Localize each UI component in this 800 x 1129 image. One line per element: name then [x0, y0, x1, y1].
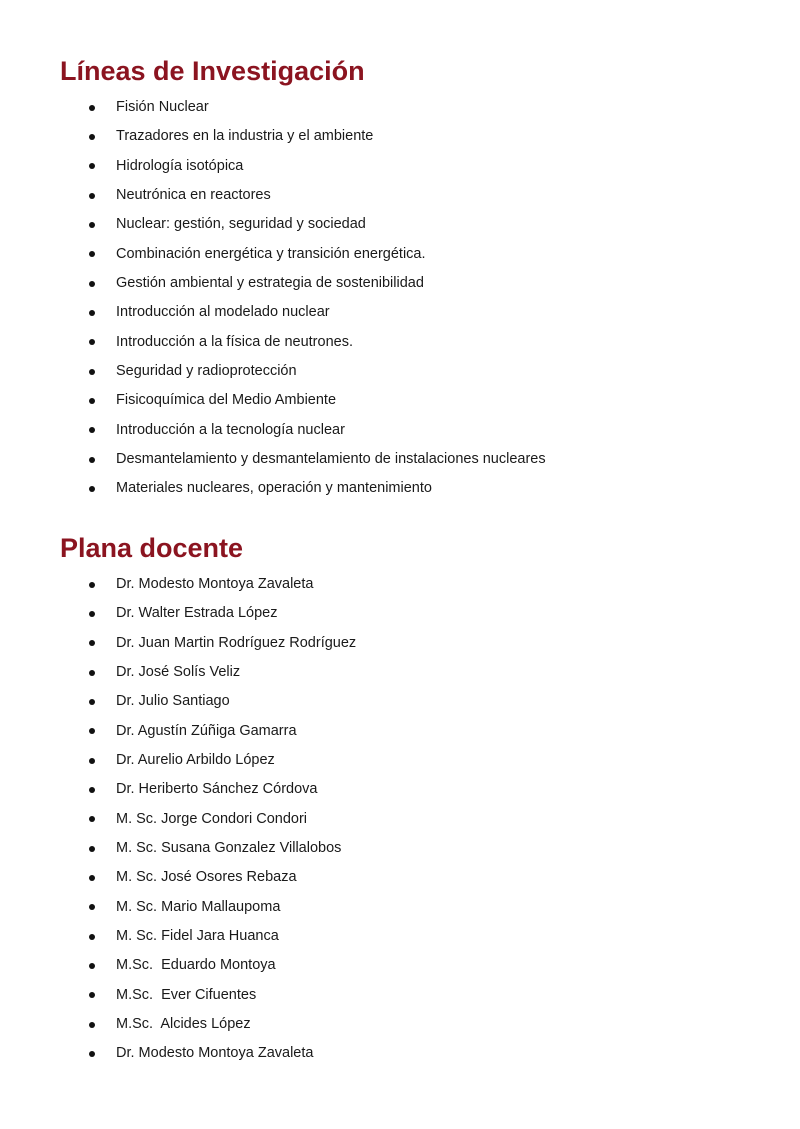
faculty-list	[0, 570, 800, 1069]
research-line-item	[0, 122, 800, 151]
bullet-dot-icon	[89, 904, 95, 910]
faculty-member-item-label: Dr. Modesto Montoya Zavaleta	[116, 576, 314, 592]
bullet-dot-icon	[89, 699, 95, 705]
faculty-member-item	[0, 570, 800, 599]
bullet-dot-icon	[89, 992, 95, 998]
research-line-item	[0, 240, 800, 269]
research-line-item-label: Materiales nucleares, operación y mantenimiento	[116, 480, 432, 497]
research-line-item-label: Gestión ambiental y estrategia de sostenibilidad	[116, 274, 424, 291]
bullet-dot-icon	[89, 105, 95, 111]
bullet-dot-icon	[89, 427, 95, 433]
bullet-dot-icon	[89, 310, 95, 316]
research-line-item	[0, 416, 800, 445]
research-line-item-label: Nuclear: gestión, seguridad y sociedad	[116, 216, 366, 233]
faculty-member-item-label: M. Sc. Susana Gonzalez Villalobos	[116, 839, 342, 856]
research-line-item-label: Introducción a la física de neutrones.	[116, 333, 353, 350]
bullet-dot-icon	[89, 163, 95, 169]
faculty-member-item	[0, 746, 800, 775]
research-line-item	[0, 93, 800, 122]
faculty-member-item-label: Dr. Julio Santiago	[116, 693, 230, 710]
faculty-member-item-label: M. Sc. Mario Mallaupoma	[116, 898, 281, 915]
research-line-item	[0, 328, 800, 357]
faculty-member-item	[0, 951, 800, 980]
research-line-item-label: Desmantelamiento y desmantelamiento de instalaciones nucleares	[116, 450, 546, 467]
faculty-member-item-label: Dr. Modesto Montoya Zavaleta	[116, 1045, 314, 1062]
faculty-member-item-label: M.Sc. Alcides López	[116, 1015, 251, 1032]
research-line-item	[0, 152, 800, 181]
faculty-member-item-label: Dr. Walter Estrada López	[116, 605, 278, 622]
faculty-member-item	[0, 805, 800, 834]
bullet-dot-icon	[89, 134, 95, 140]
bullet-dot-icon	[89, 193, 95, 199]
faculty-member-item	[0, 981, 800, 1010]
faculty-member-item	[0, 629, 800, 658]
bullet-dot-icon	[89, 1051, 95, 1057]
faculty-member-item	[0, 922, 800, 951]
bullet-dot-icon	[89, 670, 95, 676]
faculty-member-item	[0, 599, 800, 628]
research-line-item	[0, 269, 800, 298]
bullet-dot-icon	[89, 787, 95, 793]
bullet-dot-icon	[89, 963, 95, 969]
faculty-member-item	[0, 658, 800, 687]
research-line-item-label: Fisión Nuclear	[116, 99, 209, 115]
research-lines-heading: Líneas de Investigación	[60, 56, 365, 86]
research-line-item-label: Combinación energética y transición energética.	[116, 245, 426, 262]
research-line-item	[0, 357, 800, 386]
bullet-dot-icon	[89, 251, 95, 257]
research-line-item	[0, 474, 800, 503]
faculty-member-item-label: Dr. Aurelio Arbildo López	[116, 751, 275, 768]
bullet-dot-icon	[89, 758, 95, 764]
bullet-dot-icon	[89, 398, 95, 404]
bullet-dot-icon	[89, 846, 95, 852]
bullet-dot-icon	[89, 486, 95, 492]
research-line-item	[0, 181, 800, 210]
faculty-member-item-label: Dr. Heriberto Sánchez Córdova	[116, 781, 318, 798]
research-line-item	[0, 445, 800, 474]
faculty-member-item	[0, 834, 800, 863]
faculty-member-item-label: Dr. Agustín Zúñiga Gamarra	[116, 722, 297, 739]
faculty-member-item-label: M.Sc. Ever Cifuentes	[116, 986, 257, 1003]
faculty-member-item-label: M.Sc. Eduardo Montoya	[116, 957, 276, 974]
bullet-dot-icon	[89, 875, 95, 881]
bullet-dot-icon	[89, 934, 95, 940]
bullet-dot-icon	[89, 339, 95, 345]
bullet-dot-icon	[89, 611, 95, 617]
research-line-item-label: Seguridad y radioprotección	[116, 362, 297, 379]
faculty-member-item	[0, 1010, 800, 1039]
research-line-item	[0, 386, 800, 415]
faculty-heading: Plana docente	[60, 533, 244, 563]
faculty-member-item-label: Dr. José Solís Veliz	[116, 663, 241, 680]
bullet-dot-icon	[89, 1022, 95, 1028]
faculty-member-item	[0, 775, 800, 804]
research-lines-list	[0, 93, 800, 504]
research-line-item-label: Introducción al modelado nuclear	[116, 304, 330, 321]
bullet-dot-icon	[89, 369, 95, 375]
faculty-member-item-label: M. Sc. Fidel Jara Huanca	[116, 927, 279, 944]
faculty-member-item-label: M. Sc. Jorge Condori Condori	[116, 810, 307, 827]
research-line-item-label: Fisicoquímica del Medio Ambiente	[116, 392, 337, 409]
research-line-item-label: Hidrología isotópica	[116, 157, 244, 174]
bullet-dot-icon	[89, 281, 95, 287]
bullet-dot-icon	[89, 816, 95, 822]
bullet-dot-icon	[89, 640, 95, 646]
faculty-member-item	[0, 1039, 800, 1068]
research-line-item	[0, 210, 800, 239]
faculty-member-item	[0, 893, 800, 922]
research-line-item-label: Neutrónica en reactores	[116, 186, 271, 203]
research-line-item-label: Introducción a la tecnología nuclear	[116, 421, 345, 438]
faculty-member-item	[0, 717, 800, 746]
bullet-dot-icon	[89, 582, 95, 588]
faculty-member-item-label: Dr. Juan Martin Rodríguez Rodríguez	[116, 634, 357, 651]
faculty-member-item	[0, 687, 800, 716]
research-line-item	[0, 298, 800, 327]
research-line-item-label: Trazadores en la industria y el ambiente	[116, 128, 374, 145]
faculty-member-item	[0, 863, 800, 892]
bullet-dot-icon	[89, 222, 95, 228]
bullet-dot-icon	[89, 457, 95, 463]
bullet-dot-icon	[89, 728, 95, 734]
faculty-member-item-label: M. Sc. José Osores Rebaza	[116, 869, 297, 886]
